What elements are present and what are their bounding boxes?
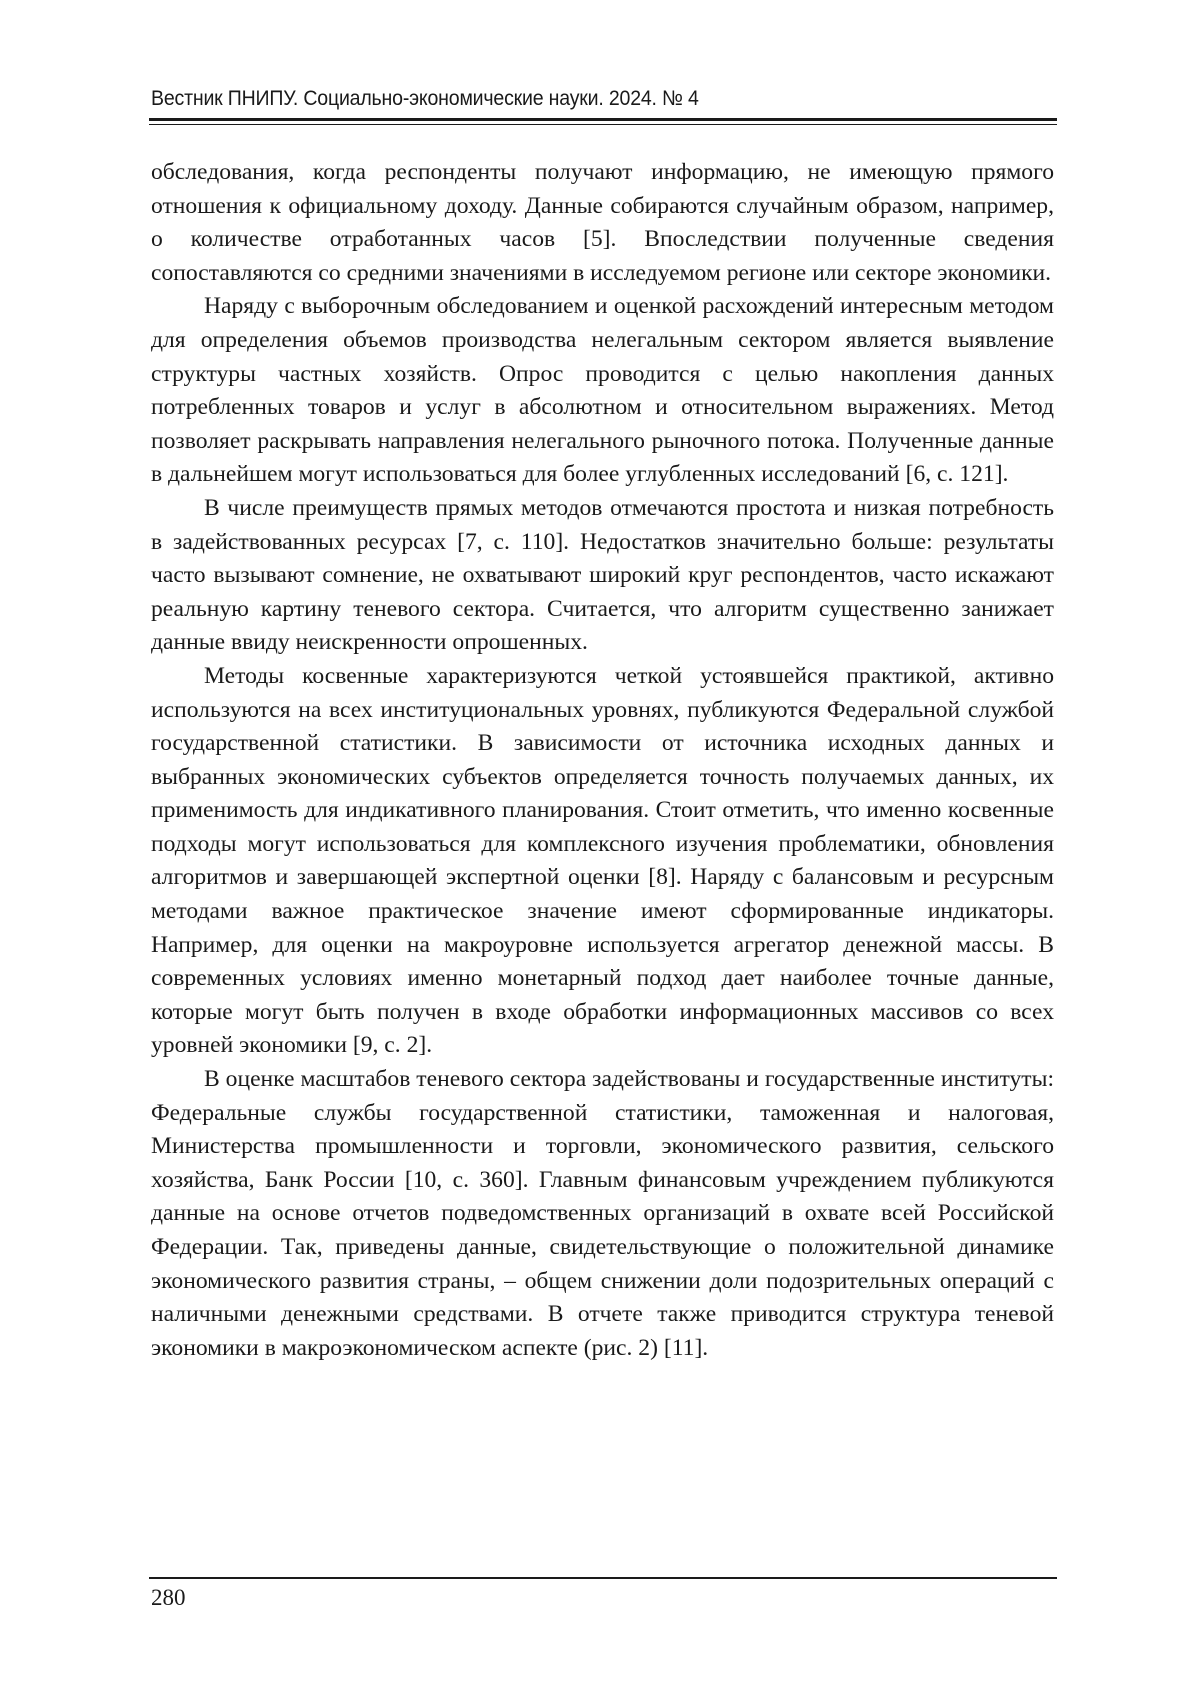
paragraph: В оценке масштабов теневого сектора задействованы и государственные институты: Федеральные службы государственной статистики, таможенная и налоговая, Министерства промышленности и торговли, экономического разви­тия, сельского хозяйства, Банк России [10, с. 360]. Главным финансовым учре­ждением публикуются данные на основе отчетов подведомственных организа­ций в охвате всей Российской Федерации. Так, приведены данные, свидетель­ствующие о положительной динамике экономического развития страны, – общем снижении доли подозрительных операций с наличными денежными средствами. В отчете также приводится структура теневой экономики в макро­экономическом аспекте (рис. 2) [11].: [151, 1063, 1054, 1365]
footer-rule: [149, 1577, 1057, 1579]
header-rule-thick: [149, 118, 1057, 121]
page-number: 280: [151, 1584, 186, 1612]
running-header: Вестник ПНИПУ. Социально-экономические науки. 2024. № 4: [151, 86, 994, 112]
journal-page: [0, 0, 1200, 1705]
paragraph: Наряду с выборочным обследованием и оценкой расхождений интересным методом для определения объемов производства нелегальным сектором явля­ется выявление структуры частных хозяйств. Опрос проводится с целью накоп­ления данных потребленных товаров и услуг в абсолютном и относительном выражениях. Метод позволяет раскрывать направления нелегального рыноч­ного потока. Полученные данные в дальнейшем могут использоваться для более углубленных исследований [6, с. 121].: [151, 290, 1054, 492]
paragraph: В числе преимуществ прямых методов отмечаются простота и низкая по­требность в задействованных ресурсах [7, с. 110]. Недостатков значительно больше: результаты часто вызывают сомнение, не охватывают широкий круг респондентов, часто искажают реальную картину теневого сектора. Считается, что алгоритм существенно занижает данные ввиду неискренности опрошенных.: [151, 492, 1054, 660]
article-body: [151, 156, 1054, 1365]
paragraph-continued: обследования, когда респонденты получают информацию, не имеющую пря­мого отношения к официальному доходу. Данные собираются случайным обра­зом, например, о количестве отработанных часов [5]. Впоследствии полученные сведения сопоставляются со средними значениями в исследуемом регионе или секторе экономики.: [151, 156, 1054, 290]
paragraph: Методы косвенные характеризуются четкой устоявшейся практикой, ак­тивно используются на всех институциональных уровнях, публикуются Феде­ральной службой государственной статистики. В зависимости от источника ис­ходных данных и выбранных экономических субъектов определяется точность получаемых данных, их применимость для индикативного планирования. Стоит отметить, что именно косвенные подходы могут использоваться для комплекс­ного изучения проблематики, обновления алгоритмов и завершающей эксперт­ной оценки [8]. Наряду с балансовым и ресурсным методами важное практиче­ское значение имеют сформированные индикаторы. Например, для оценки на макроуровне используется агрегатор денежной массы. В современных условиях именно монетарный подход дает наиболее точные данные, которые могут быть получен в входе обработки информационных массивов со всех уровней эконо­мики [9, с. 2].: [151, 660, 1054, 1063]
header-rule-thin: [149, 124, 1057, 125]
